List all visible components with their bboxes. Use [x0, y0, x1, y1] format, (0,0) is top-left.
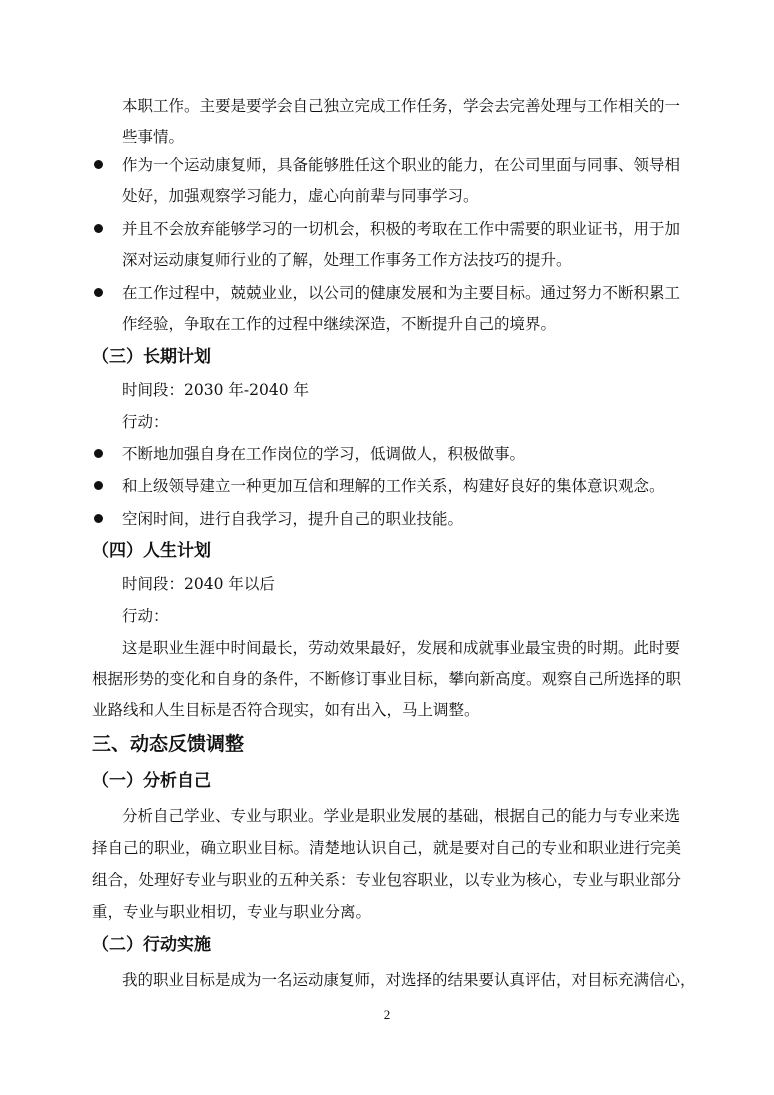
paragraph-line: 业路线和人生目标是否符合现实，如有出入，马上调整。 [92, 701, 480, 719]
bullet-icon [94, 288, 103, 297]
bullet-text-line: 并且不会放弃能够学习的一切机会，积极的考取在工作中需要的职业证书，用于加 [122, 220, 681, 238]
section-heading-long-term: （三）长期计划 [92, 347, 211, 367]
bullet-text-line: 空闲时间，进行自我学习，提升自己的职业技能。 [122, 510, 464, 528]
paragraph-line: 我的职业目标是成为一名运动康复师，对选择的结果要认真评估，对目标充满信心， [122, 971, 696, 989]
period-text: 时间段：2040 年以后 [122, 575, 275, 593]
paragraph-line: 些事情。 [122, 128, 185, 146]
paragraph-line: 这是职业生涯中时间最长，劳动效果最好，发展和成就事业最宝贵的时期。此时要 [122, 639, 681, 657]
paragraph-line: 本职工作。主要是要学会自己独立完成工作任务，学会去完善处理与工作相关的一 [122, 97, 681, 115]
bullet-text-line: 和上级领导建立一种更加互信和理解的工作关系，构建好良好的集体意识观念。 [122, 477, 665, 495]
paragraph-line: 组合，处理好专业与职业的五种关系：专业包容职业，以专业为核心，专业与职业部分 [92, 871, 682, 889]
paragraph-line: 根据形势的变化和自身的条件，不断修订事业目标，攀向新高度。观察自己所选择的职 [92, 670, 682, 688]
section-heading-analyze-self: （一）分析自己 [92, 771, 211, 791]
chapter-heading: 三、动态反馈调整 [92, 733, 245, 755]
section-heading-action: （二）行动实施 [92, 935, 211, 955]
period-text: 时间段：2030 年-2040 年 [122, 381, 309, 399]
paragraph-line: 分析自己学业、专业与职业。学业是职业发展的基础，根据自己的能力与专业来选 [122, 807, 681, 825]
bullet-text-line: 作经验，争取在工作的过程中继续深造，不断提升自己的境界。 [122, 315, 557, 333]
action-label: 行动： [122, 413, 169, 431]
bullet-icon [94, 224, 103, 233]
bullet-icon [94, 481, 103, 490]
bullet-text-line: 深对运动康复师行业的了解，处理工作事务工作方法技巧的提升。 [122, 251, 572, 269]
bullet-text-line: 作为一个运动康复师，具备能够胜任这个职业的能力，在公司里面与同事、领导相 [122, 156, 681, 174]
bullet-text-line: 处好，加强观察学习能力，虚心向前辈与同事学习。 [122, 187, 479, 205]
paragraph-line: 择自己的职业，确立职业目标。清楚地认识自己，就是要对自己的专业和职业进行完美 [92, 839, 682, 857]
bullet-text-line: 不断地加强自身在工作岗位的学习，低调做人，积极做事。 [122, 445, 526, 463]
bullet-icon [94, 449, 103, 458]
bullet-icon [94, 160, 103, 169]
section-heading-life-plan: （四）人生计划 [92, 541, 211, 561]
action-label: 行动： [122, 607, 169, 625]
paragraph-line: 重，专业与职业相切，专业与职业分离。 [92, 903, 372, 921]
bullet-icon [94, 514, 103, 523]
page-number: 2 [383, 1007, 391, 1022]
bullet-text-line: 在工作过程中，兢兢业业，以公司的健康发展和为主要目标。通过努力不断积累工 [122, 284, 681, 302]
